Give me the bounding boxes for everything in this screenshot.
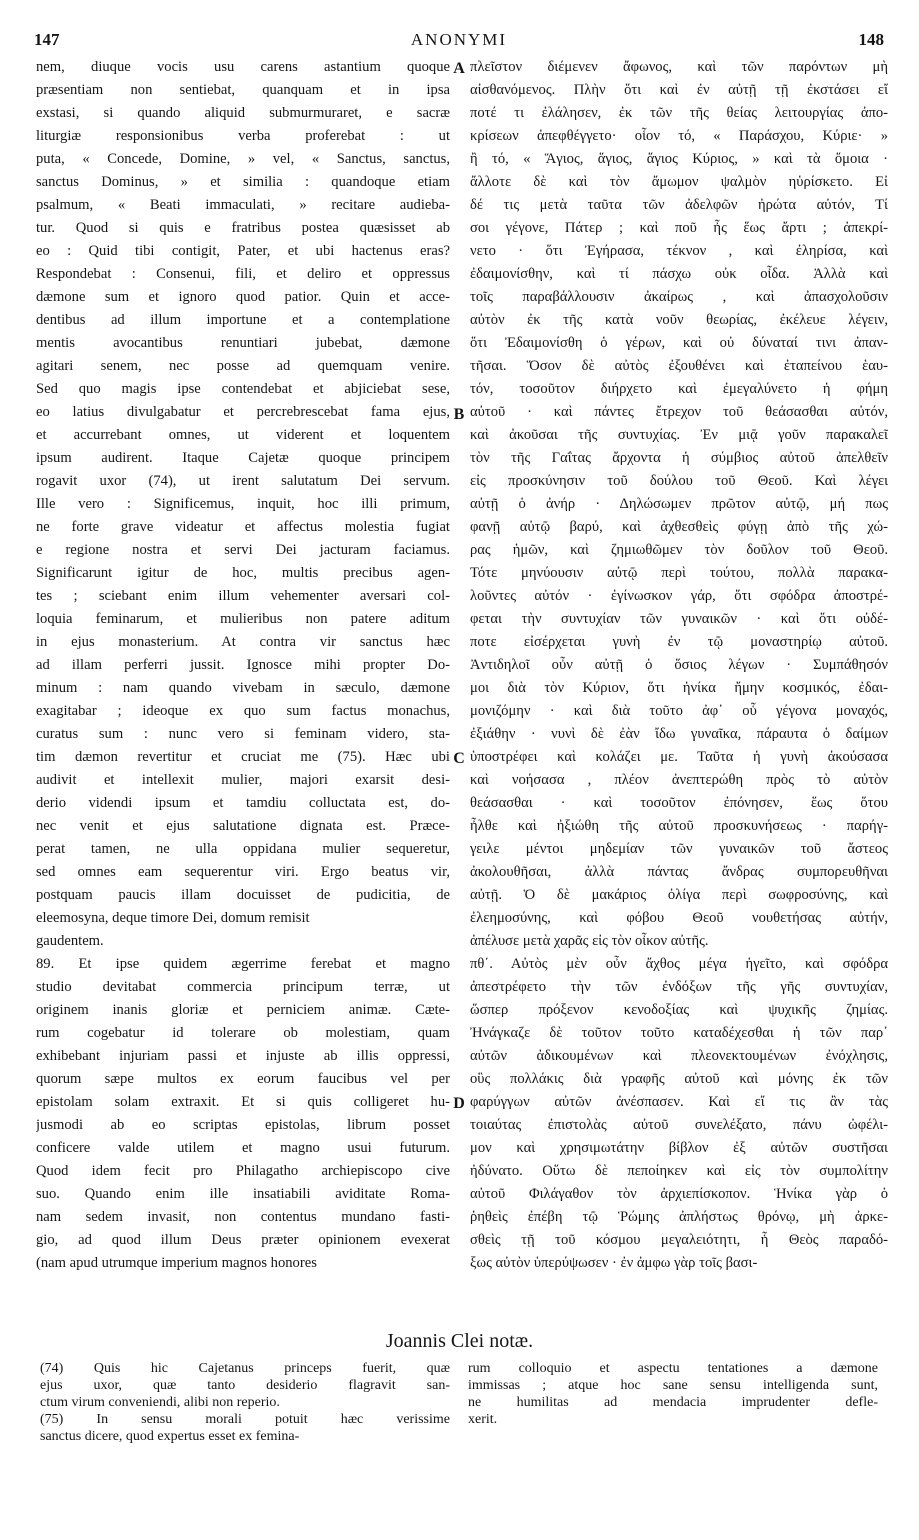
text-line: κρίσεων ἀπεφθέγγετο· οἷον τό, « Παράσχου, Κύριε· » bbox=[470, 128, 888, 144]
text-line: μοι διὰ τὸν Κύριον, ὅτι ἡνίκα ἤμην κοσμικός, ἐδαι- bbox=[470, 680, 888, 696]
text-line: εἰς προσκύνησιν τοῦ δούλου τοῦ Θεοῦ. Καὶ λέγει bbox=[470, 473, 888, 489]
text-line: μον καὶ χρησιμωτάτην βίβλον ἐξ αὐτῶν συστῆσαι bbox=[470, 1140, 888, 1156]
text-line: psalmum, « Beati immaculati, » recitare audieba- bbox=[36, 197, 450, 213]
text-line: dentibus ad illum importune et a contemplatione bbox=[36, 312, 450, 328]
text-line: ὑποστρέφει καὶ κολάζει με. Ταῦτα ἡ γυνὴ ἀκούσασα bbox=[470, 749, 888, 765]
text-line: ne forte grave videatur et affectus molestia fugiat bbox=[36, 519, 450, 535]
text-line: ὅτι Ἐδαιμονίσθη ὁ γέρων, καὶ οὐ δύναταί τινι ἀπαν- bbox=[470, 335, 888, 351]
text-line: tim dæmon revertitur et cruciat me (75). Hæc ubi bbox=[36, 749, 450, 765]
text-line: sanctus dicere, quod expertus esset ex femina- bbox=[40, 1429, 300, 1444]
text-line: puta, « Concede, Domine, » vel, « Sanctus, sanctus, bbox=[36, 151, 450, 167]
text-line: πλεῖστον διέμενεν ἄφωνος, καὶ τῶν παρόντων μὴ bbox=[470, 59, 888, 75]
text-line: ἐλεημοσύνης, καὶ φόβου Θεοῦ νουθετήσας αὐτήν, bbox=[470, 910, 888, 926]
text-line: tur. Quod si quis e fratribus postea quæsisset ab bbox=[36, 220, 450, 236]
greek-text-column bbox=[470, 56, 888, 1324]
text-line: νετο · ὅτι Ἐγήρασα, τέκνον , καὶ ἐληρίσα, καὶ bbox=[470, 243, 888, 259]
text-line: Sed quo magis ipse contendebat et abjiciebat sese, bbox=[36, 381, 450, 397]
text-line: Significarunt igitur de hoc, multis precibus agen- bbox=[36, 565, 450, 581]
text-line: ῥηθεὶς ἐπέβη τῷ Ῥώμης ἀπλήστως θρόνῳ, μὴ ἀρκε- bbox=[470, 1209, 888, 1225]
text-line: dæmone sum et ignoro quod patior. Quin et acce- bbox=[36, 289, 450, 305]
running-title: ANONYMI bbox=[410, 30, 508, 49]
text-line: Quod idem fecit pro Philagatho archiepiscopo cive bbox=[36, 1163, 450, 1179]
notes-column-right bbox=[468, 1360, 878, 1428]
text-line: μονιζόμην · καὶ διὰ τοῦτο ἀφ᾽ οὗ γέγονα μοναχός, bbox=[470, 703, 888, 719]
text-line: θεάσασθαι · καὶ τοσοῦτον ἐπόνησεν, ἕως ὅτου bbox=[470, 795, 888, 811]
text-line: ἐξιάθην · νυνὶ δὲ ἐὰν ἴδω γυναῖκα, πάραυτα ὁ δαίμων bbox=[470, 726, 888, 742]
text-line: ctum virum conveniendi, alibi non reperio. bbox=[40, 1395, 280, 1410]
text-line: originem inanis gloriæ et perniciem animæ. Cæte- bbox=[36, 1002, 450, 1018]
text-line: immissas ; atque hoc sane sensu intelligenda sunt, bbox=[468, 1378, 878, 1393]
text-line: rum colloquio et aspectu tentationes a dæmone bbox=[468, 1361, 878, 1376]
text-line: ipsum audirent. Itaque Cajetæ quoque principem bbox=[36, 450, 450, 466]
text-line: loquia feminarum, et mulieribus non patere aditum bbox=[36, 611, 450, 627]
text-line: ποτε εἰσέρχεται γυνὴ ἐν τῷ μοναστηρίῳ αὐτοῦ. bbox=[470, 634, 888, 650]
text-line: Ἠνάγκαζε δὲ τοῦτον τοῦτο καταδέχεσθαι ἡ τῶν παρ᾽ bbox=[470, 1025, 888, 1041]
page-number-right: 148 bbox=[858, 30, 884, 49]
text-line: Ille vero : Significemus, inquit, hoc illi primum, bbox=[36, 496, 450, 512]
text-line: αὐτῶν ἀδικουμένων καὶ πλεονεκτουμένων ἐνόχλησις, bbox=[470, 1048, 888, 1064]
text-line: studio devitabat commercia principum terræ, ut bbox=[36, 979, 450, 995]
text-line: ἐδαιμονίσθην, καὶ τί πάσχω οὐκ οἶδα. Ἀλλὰ καὶ bbox=[470, 266, 888, 282]
text-line: ἀκολουθῆσαι, ἀλλὰ πάντας ἄνδρας συμπορευθῆναι bbox=[470, 864, 888, 880]
notes-column-left bbox=[40, 1360, 450, 1445]
text-line: τοῖς παραβάλλουσιν ἀκαίρως , καὶ ἀπασχολοῦσιν bbox=[470, 289, 888, 305]
text-line: δέ τις μετὰ ταῦτα τῶν ἀδελφῶν ἠρώτα αὐτόν, Τί bbox=[470, 197, 888, 213]
text-line: ἦλθε καὶ ἠξιώθη τῆς αὐτοῦ προσκυνήσεως · παρήγ- bbox=[470, 818, 888, 834]
text-line: nec venit et ejus salutatione dignata est. Præce- bbox=[36, 818, 450, 834]
text-line: præsentiam non sentiebat, quanquam et in ipsa bbox=[36, 82, 450, 98]
text-line: epistolam solam extraxit. Et si quis colligeret hu- bbox=[36, 1094, 450, 1110]
text-line: gio, ad quod illum Deus præter opinionem evexerat bbox=[36, 1232, 450, 1248]
text-line: nem, diuque vocis usu carens astantium quoque bbox=[36, 59, 450, 75]
text-line: curatus sum : nunc vero si feminam videro, sta- bbox=[36, 726, 450, 742]
text-line: derio videndi ipsum et tamdiu colluctata est, do- bbox=[36, 795, 450, 811]
text-line: ejus uxor, quæ tanto desiderio flagravit san- bbox=[40, 1378, 450, 1393]
text-line: αὐτῇ. Ὁ δὲ μακάριος ὀλίγα περὶ σωφροσύνης, καὶ bbox=[470, 887, 888, 903]
text-line: αὐτοῦ · καὶ πάντες ἔτρεχον τοῦ θεάσασθαι αὐτόν, bbox=[470, 404, 888, 420]
text-line: quorum sæpe multos ex eorum faucibus vel per bbox=[36, 1071, 450, 1087]
text-line: ἢ τό, « Ἅγιος, ἅγιος, ἅγιος Κύριος, » καὶ τὰ ὅμοια · bbox=[470, 151, 888, 167]
text-line: ad illam perferri jussit. Ignosce mihi propter Do- bbox=[36, 657, 450, 673]
text-line: ὥσπερ πρόξενον κενοδοξίας καὶ ψυχικῆς ζημίας. bbox=[470, 1002, 888, 1018]
text-line: eo latius divulgabatur et percrebrescebat fama ejus, bbox=[36, 404, 450, 420]
text-line: λοῦντες αὐτόν · ἐγίνωσκον γάρ, ὅτι σφόδρα ἀποστρέ- bbox=[470, 588, 888, 604]
text-line: suo. Quando enim ille insatiabili aviditate Roma- bbox=[36, 1186, 450, 1202]
text-line: audivit et intellexit mulier, majori exarsit desi- bbox=[36, 772, 450, 788]
text-line: τοιαύτας ἐπιστολὰς αὐτοῦ συνελέξατο, πάνυ ὠφέλι- bbox=[470, 1117, 888, 1133]
text-line: (74) Quis hic Cajetanus princeps fuerit, quæ bbox=[40, 1361, 450, 1376]
section-marker-b: B bbox=[453, 406, 465, 423]
text-line: nam sedem invasit, non contentus mundano fasti- bbox=[36, 1209, 450, 1225]
text-line: exhibebant injuriam passi et injuste ab illis oppressi, bbox=[36, 1048, 450, 1064]
text-line: gaudentem. bbox=[36, 933, 104, 949]
text-line: agitari senem, nec posse ad quemquam venire. bbox=[36, 358, 450, 374]
text-line: αἰσθανόμενος. Πλὴν ὅτι καὶ ἐν αὐτῇ τῇ ἐκστάσει εἴ bbox=[470, 82, 888, 98]
text-line: πθ΄. Αὐτὸς μὲν οὖν ἄχθος μέγα ἡγεῖτο, καὶ σφόδρα bbox=[470, 956, 888, 972]
section-marker-c: C bbox=[453, 750, 465, 767]
text-line: ποτέ τι ἐλάλησεν, ἐκ τῶν τῆς θείας λειτουργίας ἀπο- bbox=[470, 105, 888, 121]
latin-text-column bbox=[36, 56, 450, 1324]
text-line: tes ; sciebant enim illum vehementer aversari col- bbox=[36, 588, 450, 604]
text-line: αὐτὸν ἐκ τῆς κατὰ νοῦν θεωρίας, ἐκέλευε λέγειν, bbox=[470, 312, 888, 328]
text-line: Respondebat : Consenui, fili, et deliro et oppressus bbox=[36, 266, 450, 282]
text-line: mentis avocantibus renuntiari jubebat, dæmone bbox=[36, 335, 450, 351]
text-line: e regione nostra et servi Dei jacturam faciamus. bbox=[36, 542, 450, 558]
text-line: sanctus Dominus, » et similia : quandoque etiam bbox=[36, 174, 450, 190]
text-line: τῆσαι. Ὅσον δὲ αὐτὸς ἐξουθένει καὶ ἐταπείνου ἑαυ- bbox=[470, 358, 888, 374]
text-line: et accurrebant omnes, ut viderent et loquentem bbox=[36, 427, 450, 443]
text-line: γειλε μέντοι μηδεμίαν τῶν γυναικῶν τοῦ ἄστεος bbox=[470, 841, 888, 857]
text-line: exagitabar ; ideoque ex quo sum factus monachus, bbox=[36, 703, 450, 719]
text-line: σοι γέγονε, Πάτερ ; καὶ ποῦ ἦς ἕως ἄρτι ; ἀπεκρί- bbox=[470, 220, 888, 236]
text-line: ρας ἡμῶν, καὶ ζημιωθῶμεν τὸν δοῦλον τοῦ Θεοῦ. bbox=[470, 542, 888, 558]
text-line: φανῇ αὐτῷ βαρύ, καὶ ἀχθεσθεὶς φύγῃ ἀπὸ τῆς χώ- bbox=[470, 519, 888, 535]
text-line: (75) In sensu morali potuit hæc verissime bbox=[40, 1412, 450, 1427]
text-line: in ejus monasterium. At contra vir sanctus hæc bbox=[36, 634, 450, 650]
text-line: eo : Quid tibi contigit, Pater, et ubi hactenus eras? bbox=[36, 243, 450, 259]
text-line: conficere valde utilem et magno usui futurum. bbox=[36, 1140, 450, 1156]
text-line: jusmodi ab eo scriptas epistolas, librum posset bbox=[36, 1117, 450, 1133]
text-line: ἠδύνατο. Οὕτω δὲ πεποίηκεν καὶ εἰς τὸν συμπολίτην bbox=[470, 1163, 888, 1179]
text-line: (nam apud utrumque imperium magnos honores bbox=[36, 1255, 317, 1271]
text-line: αὐτῇ ὁ ἀνήρ · Δηλώσωμεν πρῶτον αὐτῷ, μή πως bbox=[470, 496, 888, 512]
text-line: Τότε μηνύουσιν αὐτῷ περὶ τούτου, πολλὰ παρακα- bbox=[470, 565, 888, 581]
text-line: αὐτοῦ Φιλάγαθον τὸν ἀρχιεπίσκοπον. Ἡνίκα γὰρ ὁ bbox=[470, 1186, 888, 1202]
text-line: φεται τὴν συντυχίαν τῶν γυναικῶν · καὶ ὅτι οὐδέ- bbox=[470, 611, 888, 627]
page-header bbox=[34, 30, 884, 52]
text-line: xerit. bbox=[468, 1412, 498, 1427]
text-line: ἀπέλυσε μετὰ χαρᾶς εἰς τὸν οἶκον αὐτῆς. bbox=[470, 933, 709, 949]
text-line: rogavit uxor (74), ut irent salutatum Dei servum. bbox=[36, 473, 450, 489]
text-line: ne humilitas ad mendacia imprudenter defle- bbox=[468, 1395, 878, 1410]
text-line: οὓς πολλάκις διὰ γραφῆς αὐτοῦ καὶ μόνης ἐκ τῶν bbox=[470, 1071, 888, 1087]
text-line: ἄλλοτε δὲ καὶ τὸν ἄμωμον ψαλμὸν ηὑρίσκετο. Εἰ bbox=[470, 174, 888, 190]
text-line: rum cogebatur id tolerare ob molestiam, quam bbox=[36, 1025, 450, 1041]
text-line: φαρύγγων αὐτῶν ἀνέσπασεν. Καὶ εἴ τις ἂν τὰς bbox=[470, 1094, 888, 1110]
text-line: liturgiæ responsionibus verba proferebat : ut bbox=[36, 128, 450, 144]
text-line: καὶ ἀκοῦσαι τῆς συντυχίας. Ἐν μιᾷ γοῦν παρακαλεῖ bbox=[470, 427, 888, 443]
section-marker-d: D bbox=[453, 1095, 465, 1112]
text-line: ξως αὐτὸν ὑπερύψωσεν · ἐν ἀμφω γὰρ τοῖς βασι- bbox=[470, 1255, 758, 1271]
text-line: exstasi, si quando aliquid submurmuraret, e sacræ bbox=[36, 105, 450, 121]
text-line: sed omnes eam sequerentur viri. Ergo beatus vir, bbox=[36, 864, 450, 880]
page-number-left: 147 bbox=[34, 30, 60, 49]
text-line: postquam paucis illam docuisset de pudicitia, de bbox=[36, 887, 450, 903]
text-line: minum : nam quando vivebam in sæculo, dæmone bbox=[36, 680, 450, 696]
text-line: Ἀντιδηλοῖ οὖν αὐτῇ ὁ ὅσιος λέγων · Συμπάθησόν bbox=[470, 657, 888, 673]
text-line: 89. Et ipse quidem ægerrime ferebat et magno bbox=[36, 956, 450, 972]
text-line: τόν, τοσοῦτον διήρχετο καὶ ἐμεγαλύνετο ἡ φήμη bbox=[470, 381, 888, 397]
text-line: τὸν τῆς Γαΐτας ἄρχοντα ἡ σύμβιος αὐτοῦ ἀπελθεῖν bbox=[470, 450, 888, 466]
text-line: perat tamen, ne ulla oppidana mulier sequeretur, bbox=[36, 841, 450, 857]
text-line: eleemosyna, deque timore Dei, domum remisit bbox=[36, 910, 310, 926]
notes-title: Joannis Clei notæ. bbox=[385, 1330, 534, 1352]
text-line: ἀπεστρέφετο τὴν τῶν ἐνδόξων τῆς γῆς συντυχίαν, bbox=[470, 979, 888, 995]
text-line: καὶ νοήσασα , πλέον ἀνεπτερώθη πρὸς τὸ αὐτὸν bbox=[470, 772, 888, 788]
text-line: σθεὶς τῇ τοῦ κόσμου μεγαλειότητι, ἧ Θεὸς παραδό- bbox=[470, 1232, 888, 1248]
section-marker-a: A bbox=[453, 60, 465, 77]
